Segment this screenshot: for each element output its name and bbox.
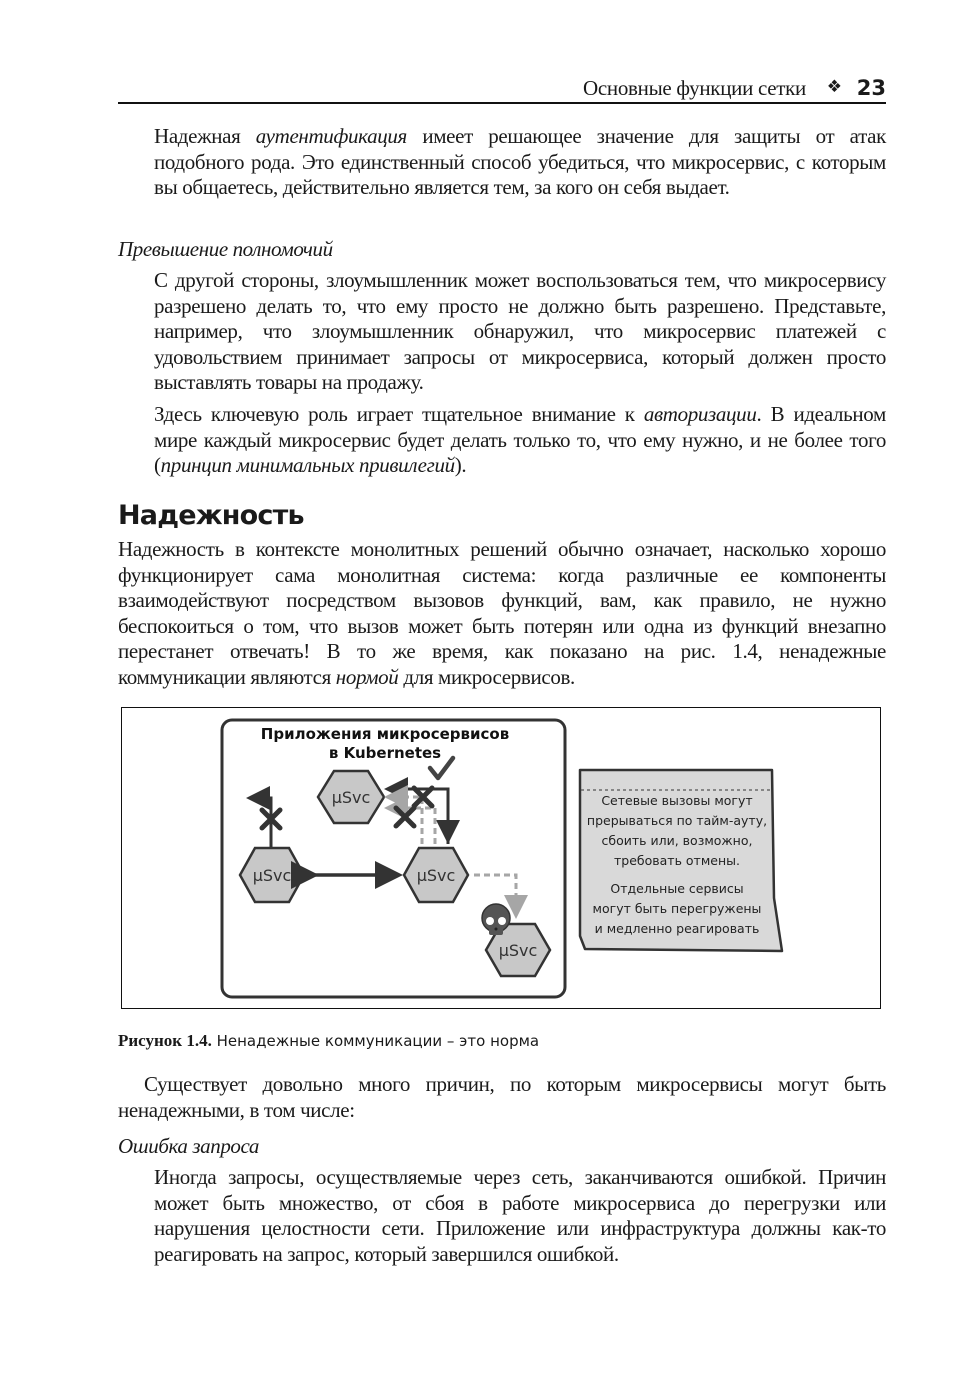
figure-frame <box>121 707 881 1009</box>
norm-term: нормой <box>335 664 399 689</box>
note-card <box>580 770 782 951</box>
auth-term: аутентификация <box>255 124 407 148</box>
ornament-icon: ❖ <box>826 77 842 96</box>
caption-text: Ненадежные коммуникации – это норма <box>211 1032 540 1050</box>
note-line: Отдельные сервисы <box>610 881 744 896</box>
service-label: μSvc <box>331 788 371 807</box>
request-error-paragraph <box>154 1165 886 1267</box>
note-line: могут быть перегружены <box>592 901 762 916</box>
privilege-heading: Превышение полномочий <box>118 237 333 261</box>
reliability-text-before: Надежность в контексте монолитных решений обычно означает, насколько хорошо функционирует сама монолитная система: когда различные ее компоненты взаимодействуют посредством вызовов функций, вам, как правило, не нужно беспокоиться о том, что вызов может быть потерян или одна из функций внезапно перестанет отвечать! В то же время, как показано на рис. 1.4, ненадежные коммуникации являются <box>118 537 886 689</box>
figure-diagram <box>122 708 882 1010</box>
request-error-heading: Ошибка запроса <box>118 1134 260 1158</box>
note-line: прерываться по тайм-ауту, <box>586 813 768 828</box>
service-label: μSvc <box>498 941 538 960</box>
page-number: 23 <box>856 76 886 100</box>
running-head-title: Основные функции сетки <box>583 76 806 100</box>
running-head <box>118 76 886 104</box>
privilege-paragraph-2 <box>154 402 886 479</box>
reliability-paragraph <box>118 537 886 690</box>
service-hex-left <box>240 848 304 902</box>
privilege-text-2a: Здесь ключевую роль играет тщательное внимание к <box>154 402 644 426</box>
reliability-text-after: для микросервисов. <box>398 664 575 689</box>
box-title-line2: в Kubernetes <box>328 744 442 762</box>
service-label: μSvc <box>252 866 292 885</box>
auth-paragraph <box>154 124 886 201</box>
reasons-intro <box>118 1072 886 1123</box>
reasons-intro-text: Существует довольно много причин, по которым микросервисы могут быть ненадежными, в том числе: <box>118 1072 886 1122</box>
authorization-term: авторизации <box>643 402 757 426</box>
service-hex-center <box>404 848 468 902</box>
least-privilege-term: принцип минимальных привилегий <box>160 453 455 477</box>
auth-text-after: имеет решающее значение для защиты от атак подобного рода. Это единственный способ убедиться, что микросервис, с которым вы общаетесь, действительно является тем, за кого он себя выдает. <box>154 124 886 199</box>
request-error-text: Иногда запросы, осуществляемые через сеть, заканчиваются ошибкой. Причин может быть множество, от сбоя в работе микросервиса до перегрузки или нарушения целостности сети. Приложение или инфраструктура должны как-то реагировать на запрос, который завершился ошибкой. <box>154 1165 886 1266</box>
privilege-paragraph-1 <box>154 268 886 396</box>
box-title-line1: Приложения микросервисов <box>260 725 510 743</box>
note-line: Сетевые вызовы могут <box>601 793 753 808</box>
note-line: и медленно реагировать <box>594 921 760 936</box>
figure-caption <box>118 1031 539 1051</box>
service-hex-top <box>318 771 384 823</box>
privilege-text-2b: . В идеальном мире каждый микросервис будет делать только то, что ему нужно, и не более того ( <box>154 402 886 477</box>
privilege-text-2c: ). <box>454 453 467 477</box>
note-line: сбоить или, возможно, <box>601 833 753 848</box>
service-label: μSvc <box>416 866 456 885</box>
caption-label: Рисунок 1.4. <box>118 1031 212 1050</box>
section-title-reliability: Надежность <box>118 500 304 531</box>
privilege-text-1: С другой стороны, злоумышленник может воспользоваться тем, что микросервису разрешено делать то, что ему просто не должно быть разрешено. Представьте, например, что злоумышленник обнаружил, что микросервис платежей с удовольствием принимает запросы от микросервиса, который должен просто выставлять товары на продажу. <box>154 268 886 394</box>
note-line: требовать отмены. <box>614 853 740 868</box>
auth-text-before: Надежная <box>154 124 256 148</box>
